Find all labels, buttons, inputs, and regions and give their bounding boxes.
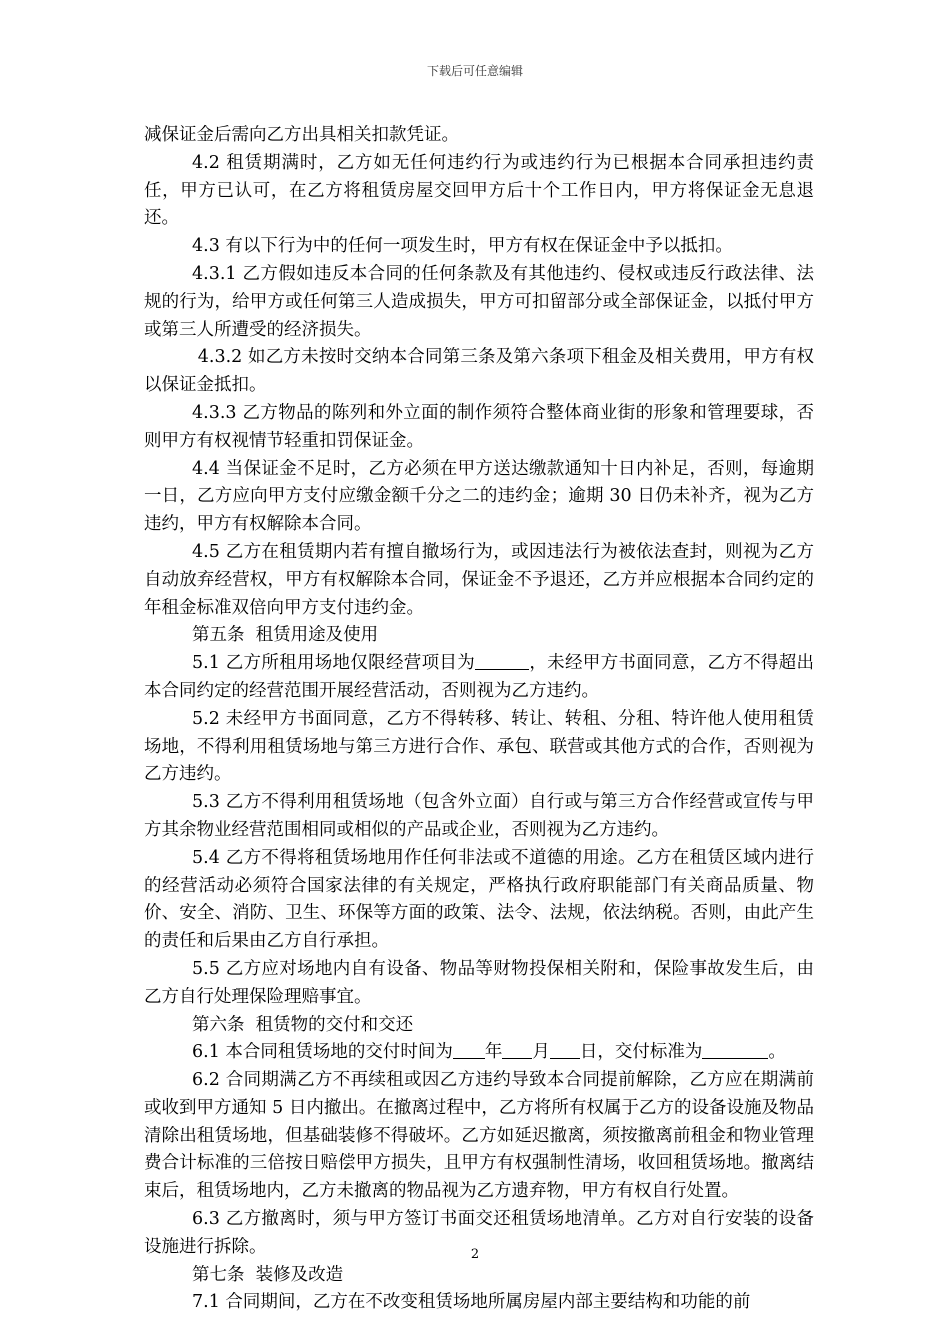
- year-blank[interactable]: [453, 1040, 485, 1059]
- article-6-heading: 第六条 租赁物的交付和交还: [192, 1014, 414, 1035]
- page-number: 2: [470, 1247, 480, 1262]
- clause-4-5: 4.5 乙方在租赁期内若有擅自撤场行为，或因违法行为被依法查封，则视为乙方自动放弃经营权，甲方有权解除本合同，保证金不予退还，乙方并应根据本合同约定的年租金标准双倍向甲方支付违约金。: [144, 541, 814, 618]
- year-label: 年: [484, 1042, 503, 1063]
- clause-4-3: 4.3 有以下行为中的任何一项发生时，甲方有权在保证金中予以抵扣。: [192, 236, 733, 257]
- clause-7-1: 7.1 合同期间，乙方在不改变租赁场地所属房屋内部主要结构和功能的前: [192, 1292, 751, 1313]
- clause-4-3-3: 4.3.3 乙方物品的陈列和外立面的制作须符合整体商业街的形象和管理要球，否则甲方有权视情节轻重扣罚保证金。: [144, 402, 814, 451]
- clause-5-3: 5.3 乙方不得利用租赁场地（包含外立面）自行或与第三方合作经营或宣传与甲方其余物业经营范围相同或相似的产品或企业，否则视为乙方违约。: [144, 792, 814, 840]
- paragraph-continuation: 减保证金后需向乙方出具相关扣款凭证。: [144, 125, 459, 145]
- month-blank[interactable]: [502, 1040, 532, 1059]
- article-5-heading: 第五条 租赁用途及使用: [192, 625, 379, 646]
- month-label: 月: [532, 1042, 550, 1063]
- clause-5-2: 5.2 未经甲方书面同意，乙方不得转移、转让、转租、分租、特许他人使用租赁场地，不得利用租赁场地与第三方进行合作、承包、联营或其他方式的合作，否则视为乙方违约。: [144, 708, 814, 785]
- business-item-blank[interactable]: [475, 651, 529, 670]
- clause-4-3-1: 4.3.1 乙方假如违反本合同的任何条款及有其他违约、侵权或违反行政法律、法规的行为，给甲方或任何第三人造成损失，甲方可扣留部分或全部保证金，以抵付甲方或第三人所遭受的经济损失。: [144, 263, 814, 340]
- clause-6-1-part-d: 日，交付标准为: [579, 1042, 703, 1063]
- document-body: [144, 122, 814, 1317]
- clause-4-3-2: 4.3.2 如乙方未按时交纳本合同第三条及第六条项下租金及相关费用，甲方有权以保证金抵扣。: [144, 347, 814, 396]
- page-header: 下载后可任意编辑: [426, 64, 523, 78]
- clause-5-4: 5.4 乙方不得将租赁场地用作任何非法或不道德的用途。乙方在租赁区域内进行的经营活动必须符合国家法律的有关规定，严格执行政府职能部门有关商品质量、物价、安全、消防、卫生、环保等方面的政策、法令、法规，依法纳税。否则，由此产生的责任和后果由乙方自行承担。: [144, 847, 814, 952]
- clause-6-3: 6.3 乙方撤离时，须与甲方签订书面交还租赁场地清单。乙方对自行安装的设备设施进行拆除。: [144, 1209, 814, 1257]
- clause-6-1: [144, 1039, 814, 1067]
- clause-6-2: 6.2 合同期满乙方不再续租或因乙方违约导致本合同提前解除，乙方应在期满前或收到甲方通知 5 日内撤出。在撤离过程中，乙方将所有权属于乙方的设备设施及物品清除出租赁场地，但基础装修不得破坏。乙方如延迟撤离，须按撤离前租金和物业管理费合计标准的三倍按日赔偿甲方损失，且甲方有权强制性清场，收回租赁场地。撤离结束后，租赁场地内，乙方未撤离的物品视为乙方遗弃物，甲方有权自行处置。: [144, 1070, 814, 1202]
- clause-5-5: 5.5 乙方应对场地内自有设备、物品等财物投保相关附和，保险事故发生后，由乙方自行处理保险理赔事宜。: [144, 958, 814, 1007]
- clause-6-1-end: 。: [768, 1042, 786, 1063]
- clause-5-1-part-b: ，未经甲方书面同意，乙方不得超出本合同约定的经营范围开展经营活动，否则视为乙方违约。: [144, 653, 814, 701]
- article-7-heading: 第七条 装修及改造: [192, 1264, 344, 1285]
- clause-4-2: 4.2 租赁期满时，乙方如无任何违约行为或违约行为已根据本合同承担违约责任，甲方已认可，在乙方将租赁房屋交回甲方后十个工作日内，甲方将保证金无息退还。: [144, 152, 814, 229]
- clause-4-4: 4.4 当保证金不足时，乙方必须在甲方送达缴款通知十日内补足，否则，每逾期一日，乙方应向甲方支付应缴金额千分之二的违约金；逾期 30 日仍未补齐，视为乙方违约，甲方有权解除本合同。: [144, 458, 814, 535]
- delivery-standard-blank[interactable]: [702, 1040, 768, 1059]
- clause-5-1: [144, 650, 814, 706]
- clause-6-1-part-a: 6.1 本合同租赁场地的交付时间为: [192, 1042, 453, 1063]
- clause-5-1-part-a: 5.1 乙方所租用场地仅限经营项目为: [192, 653, 476, 674]
- day-blank[interactable]: [550, 1040, 580, 1059]
